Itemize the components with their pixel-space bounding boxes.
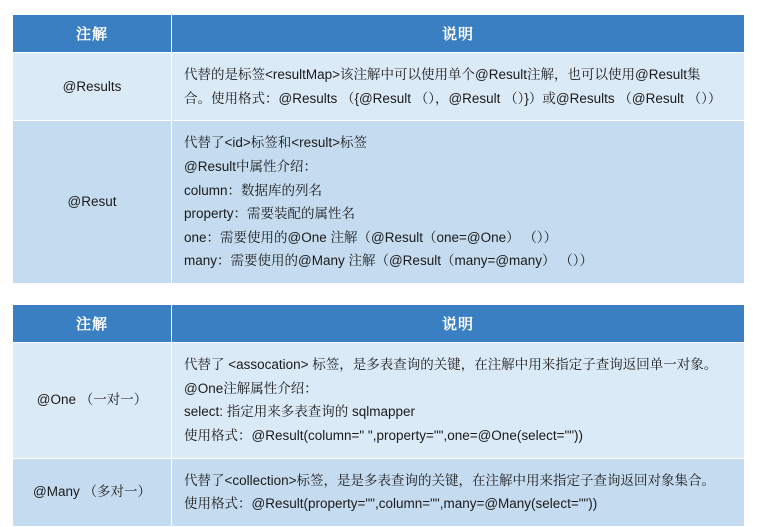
column-header-description: 说明 [172,15,745,53]
table-header [13,15,745,53]
top-whitespace [12,0,745,14]
description-line: 合。使用格式：@Results （{@Result （），@Result （）}）或@Results （@Result （）） [184,90,722,106]
description-line: @Result中属性介绍： [184,158,317,174]
description-line: 使用格式：@Result(column=" ",property="",one=@One(select="")) [184,427,584,443]
table-body [13,343,745,527]
table-gap [12,296,745,304]
table-row [13,121,745,284]
annotation-description [172,458,745,526]
description-line: property：需要装配的属性名 [184,206,356,222]
description-line: 代替了<collection>标签，是是多表查询的关键，在注解中用来指定子查询返回对象集合。 [184,472,716,488]
description-line: one：需要使用的@One 注解（@Result（one=@One） （）） [184,229,558,245]
annotation-name: @Results [13,53,172,121]
table-header [13,305,745,343]
table-body [13,53,745,284]
annotation-name: @Many （多对一） [13,458,172,526]
column-header-annotation: 注解 [13,15,172,53]
table-header-row [13,305,745,343]
table-annotations-association [12,304,745,527]
description-line: 代替了 <assocation> 标签，是多表查询的关键，在注解中用来指定子查询返回单一对象。 [184,357,718,372]
column-header-description: 说明 [172,305,745,343]
description-line: column：数据库的列名 [184,182,323,198]
annotation-description [172,121,745,284]
annotation-description [172,343,745,459]
description-line: 使用格式：@Result(property="",column="",many=@Many(select="")) [184,496,598,512]
description-line: select: 指定用来多表查询的 sqlmapper [184,404,416,420]
table-row [13,458,745,526]
description-line: 代替了<id>标签和<result>标签 [184,135,368,151]
column-header-annotation: 注解 [13,305,172,343]
description-line: @One注解属性介绍： [184,380,318,396]
description-line: many：需要使用的@Many 注解（@Result（many=@many） （）） [184,253,594,269]
table-header-row [13,15,745,53]
annotation-description [172,53,745,121]
table-row [13,343,745,459]
table-annotations-result [12,14,745,284]
description-line: 代替的是标签<resultMap>该注解中可以使用单个@Result注解，也可以使用@Result集 [184,67,701,82]
annotation-name: @Resut [13,121,172,284]
table-row [13,53,745,121]
annotation-name: @One （一对一） [13,343,172,459]
